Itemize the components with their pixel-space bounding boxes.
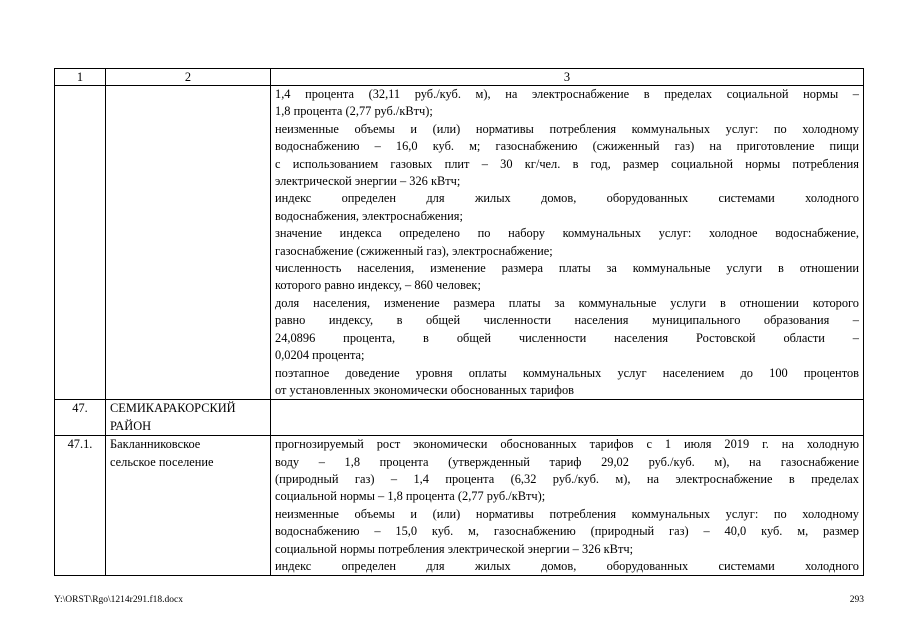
text-line: 1,4 процента (32,11 руб./куб. м), на электроснабжение в пределах социальной нормы – xyxy=(275,87,859,101)
district-name-line: РАЙОН xyxy=(110,418,152,433)
text-line: с использованием газовых плит – 30 кг/чел. в год, размер социальной нормы потребления xyxy=(275,156,859,171)
text-line: прогнозируемый рост экономически обоснованных тарифов с 1 июля 2019 г. на холодную xyxy=(275,437,859,452)
text-line: поэтапное доведение уровня оплаты коммунальных услуг населением до 100 процентов xyxy=(275,365,859,380)
settlement-name-line: Бакланниковское xyxy=(110,437,201,452)
table-row-settlement xyxy=(55,436,864,576)
footer-page-number: 293 xyxy=(849,595,864,605)
text-line: неизменные объемы и (или) нормативы потребления коммунальных услуг: по холодному xyxy=(275,506,859,521)
text-line: неизменные объемы и (или) нормативы потребления коммунальных услуг: по холодному xyxy=(275,121,859,136)
text-line: воду – 1,8 процента (утвержденный тариф 29,02 руб./куб. м), на газоснабжение xyxy=(275,454,859,469)
header-cell-1: 1 xyxy=(55,69,106,86)
text-line: индекс определен для жилых домов, оборудованных системами холодного xyxy=(275,558,859,573)
table-header-row xyxy=(55,69,864,86)
header-cell-3: 3 xyxy=(271,69,864,86)
document-table xyxy=(54,68,864,576)
text-line: численность населения, изменение размера платы за коммунальные услуги в отношении xyxy=(275,261,859,276)
text-line: социальной нормы потребления электрической энергии – 326 кВтч; xyxy=(275,541,634,556)
row-text-cell xyxy=(271,86,864,400)
table-row-continued xyxy=(55,86,864,400)
text-line: 0,0204 процента; xyxy=(275,348,365,363)
text-line: (природный газ) – 1,4 процента (6,32 руб./куб. м), на электроснабжение в пределах xyxy=(275,471,859,486)
text-line: водоснабжению – 16,0 куб. м; газоснабжению (сжиженный газ) на приготовление пищи xyxy=(275,139,859,154)
text-line: равно индексу, в общей численности населения муниципального образования – xyxy=(275,313,859,328)
settlement-name-cell xyxy=(106,436,271,576)
text-line: водоснабжению – 15,0 куб. м, газоснабжению (природный газ) – 40,0 куб. м, размер xyxy=(275,524,859,539)
text-line: которого равно индексу, – 860 человек; xyxy=(275,278,481,293)
text-line: значение индекса определено по набору коммунальных услуг: холодное водоснабжение, xyxy=(275,226,859,241)
row-text-cell xyxy=(271,400,864,436)
text-line: социальной нормы – 1,8 процента (2,77 руб./кВтч); xyxy=(275,489,546,504)
settlement-name-line: сельское поселение xyxy=(110,454,214,469)
text-line: от установленных экономически обоснованных тарифов xyxy=(275,382,574,397)
text-line: электрической энергии – 326 кВтч; xyxy=(275,174,461,189)
text-line: 24,0896 процента, в общей численности населения Ростовской области – xyxy=(275,330,859,345)
district-name-line: СЕМИКАРАКОРСКИЙ xyxy=(110,401,236,416)
row-number-cell: 47. xyxy=(55,400,106,436)
row-name-cell xyxy=(106,86,271,400)
footer-file-path: Y:\ORST\Rgo\1214r291.f18.docx xyxy=(54,595,183,605)
text-line: газоснабжение (сжиженный газ), электроснабжение; xyxy=(275,243,553,258)
text-line: доля населения, изменение размера платы за коммунальные услуги в отношении которого xyxy=(275,295,859,310)
text-line: 1,8 процента (2,77 руб./кВтч); xyxy=(275,104,433,119)
text-line: водоснабжения, электроснабжения; xyxy=(275,208,463,223)
district-name-cell xyxy=(106,400,271,436)
table-row-district xyxy=(55,400,864,436)
row-number-cell: 47.1. xyxy=(55,436,106,576)
row-number-cell xyxy=(55,86,106,400)
row-text-cell xyxy=(271,436,864,576)
header-cell-2: 2 xyxy=(106,69,271,86)
text-line: индекс определен для жилых домов, оборудованных системами холодного xyxy=(275,191,859,206)
